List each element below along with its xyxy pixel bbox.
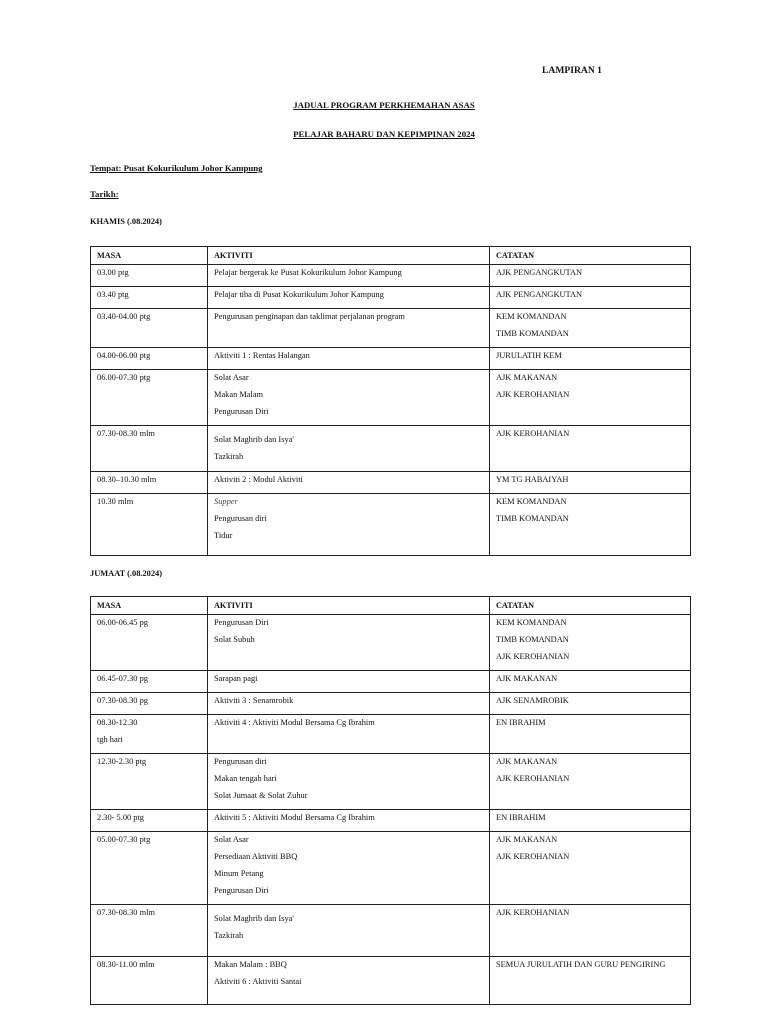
cell-catatan — [490, 615, 691, 671]
table-row — [91, 715, 691, 754]
header-aktiviti: AKTIVITI — [208, 247, 490, 265]
table-row — [91, 348, 691, 370]
catatan-text: AJK MAKANAN — [496, 674, 558, 683]
schedule-table-thursday — [90, 246, 691, 556]
masa-text: 08.30–10.30 mlm — [97, 475, 157, 484]
aktiviti-text: Solat Jumaat & Solat Zuhur — [214, 791, 308, 800]
aktiviti-text: Solat Subuh — [214, 635, 255, 644]
catatan-text: AJK KEROHANIAN — [496, 652, 570, 661]
catatan-text: AJK KEROHANIAN — [496, 429, 570, 438]
masa-text: 10.30 mlm — [97, 497, 134, 506]
cell-aktiviti — [208, 348, 490, 370]
document-subtitle: PELAJAR BAHARU DAN KEPIMPINAN 2024 — [293, 129, 475, 139]
table-row — [91, 957, 691, 1005]
aktiviti-text: Pengurusan diri — [214, 514, 267, 523]
cell-catatan — [490, 265, 691, 287]
cell-catatan — [490, 832, 691, 905]
cell-aktiviti — [208, 957, 490, 1005]
cell-catatan — [490, 905, 691, 957]
header-masa: MASA — [91, 247, 208, 265]
header-aktiviti: AKTIVITI — [208, 597, 490, 615]
aktiviti-text: Solat Maghrib dan Isya' — [214, 914, 294, 923]
cell-masa — [91, 693, 208, 715]
cell-masa — [91, 265, 208, 287]
table-row — [91, 472, 691, 494]
masa-text: 03.40 ptg — [97, 290, 129, 299]
aktiviti-text: Pengurusan diri — [214, 757, 267, 766]
cell-catatan — [490, 957, 691, 1005]
cell-aktiviti — [208, 426, 490, 472]
cell-masa — [91, 810, 208, 832]
masa-text: 07.30-08.30 mlm — [97, 429, 155, 438]
cell-catatan — [490, 287, 691, 309]
aktiviti-text: Pengurusan penginapan dan taklimat perjalanan program — [214, 312, 405, 321]
aktiviti-text: Minum Petang — [214, 869, 264, 878]
cell-masa — [91, 309, 208, 348]
cell-catatan — [490, 810, 691, 832]
cell-aktiviti — [208, 693, 490, 715]
masa-text: 03.00 ptg — [97, 268, 129, 277]
masa-text: 06.00-07.30 ptg — [97, 373, 151, 382]
masa-text: 06.45-07.30 pg — [97, 674, 148, 683]
aktiviti-text: Tazkirah — [214, 452, 244, 461]
appendix-label: LAMPIRAN 1 — [542, 65, 602, 76]
catatan-text: TIMB KOMANDAN — [496, 514, 569, 523]
cell-aktiviti — [208, 671, 490, 693]
aktiviti-text: Sarapan pagi — [214, 674, 258, 683]
table-row — [91, 287, 691, 309]
catatan-text: YM TG HABAIYAH — [496, 475, 569, 484]
catatan-text: EN IBRAHIM — [496, 718, 546, 727]
table-row — [91, 832, 691, 905]
catatan-text: TIMB KOMANDAN — [496, 329, 569, 338]
aktiviti-text: Solat Maghrib dan Isya' — [214, 435, 294, 444]
cell-masa — [91, 426, 208, 472]
catatan-text: SEMUA JURULATIH DAN GURU PENGIRING — [496, 960, 666, 969]
aktiviti-text: Solat Asar — [214, 373, 249, 382]
cell-catatan — [490, 715, 691, 754]
cell-catatan — [490, 494, 691, 556]
header-catatan: CATATAN — [490, 597, 691, 615]
masa-text: 08.30-11.00 mlm — [97, 960, 155, 969]
masa-text: 06.00-06.45 pg — [97, 618, 148, 627]
cell-catatan — [490, 754, 691, 810]
masa-text: 07.30-08.30 mlm — [97, 908, 155, 917]
aktiviti-text: Persediaan Aktiviti BBQ — [214, 852, 298, 861]
table-row — [91, 426, 691, 472]
table-header-row — [91, 247, 691, 265]
table-row — [91, 494, 691, 556]
catatan-text: AJK KEROHANIAN — [496, 390, 570, 399]
catatan-text: JURULATIH KEM — [496, 351, 562, 360]
masa-text: 08.30-12.30 — [97, 718, 138, 727]
table-row — [91, 309, 691, 348]
masa-text: 2.30- 5.00 ptg — [97, 813, 144, 822]
cell-aktiviti — [208, 287, 490, 309]
aktiviti-text: Aktiviti 2 : Modul Aktiviti — [214, 475, 303, 484]
cell-catatan — [490, 348, 691, 370]
cell-masa — [91, 754, 208, 810]
catatan-text: TIMB KOMANDAN — [496, 635, 569, 644]
masa-text: 07.30-08.30 pg — [97, 696, 148, 705]
cell-masa — [91, 472, 208, 494]
cell-masa — [91, 494, 208, 556]
aktiviti-text: Aktiviti 4 : Aktiviti Modul Bersama Cg Ibrahim — [214, 718, 375, 727]
cell-aktiviti — [208, 810, 490, 832]
aktiviti-text: Supper — [214, 497, 238, 506]
aktiviti-text: Makan Malam — [214, 390, 264, 399]
cell-aktiviti — [208, 494, 490, 556]
cell-masa — [91, 905, 208, 957]
cell-catatan — [490, 370, 691, 426]
aktiviti-text: Makan tengah hari — [214, 774, 277, 783]
catatan-text: KEM KOMANDAN — [496, 312, 567, 321]
catatan-text: AJK KEROHANIAN — [496, 852, 570, 861]
catatan-text: AJK KEROHANIAN — [496, 908, 570, 917]
cell-aktiviti — [208, 370, 490, 426]
cell-masa — [91, 832, 208, 905]
aktiviti-text: Pelajar tiba di Pusat Kokurikulum Johor Kampung — [214, 290, 384, 299]
cell-aktiviti — [208, 309, 490, 348]
cell-catatan — [490, 671, 691, 693]
aktiviti-text: Pelajar bergerak ke Pusat Kokurikulum Johor Kampung — [214, 268, 402, 277]
cell-masa — [91, 671, 208, 693]
cell-aktiviti — [208, 615, 490, 671]
cell-aktiviti — [208, 754, 490, 810]
day-heading-friday: JUMAAT (.08.2024) — [90, 569, 163, 578]
cell-aktiviti — [208, 265, 490, 287]
aktiviti-text: Aktiviti 1 : Rentas Halangan — [214, 351, 310, 360]
cell-catatan — [490, 472, 691, 494]
masa-text: 03.40-04.00 ptg — [97, 312, 151, 321]
aktiviti-text: Aktiviti 3 : Senamrobik — [214, 696, 294, 705]
cell-masa — [91, 348, 208, 370]
table-row — [91, 754, 691, 810]
masa-text: 12.30-2.30 ptg — [97, 757, 147, 766]
aktiviti-text: Pengurusan Diri — [214, 618, 269, 627]
document-title: JADUAL PROGRAM PERKHEMAHAN ASAS — [293, 100, 475, 110]
catatan-text: AJK PENGANGKUTAN — [496, 268, 583, 277]
catatan-text: AJK MAKANAN — [496, 757, 558, 766]
aktiviti-text: Tazkirah — [214, 931, 244, 940]
catatan-text: AJK MAKANAN — [496, 373, 558, 382]
table-row — [91, 265, 691, 287]
table-row — [91, 905, 691, 957]
aktiviti-text: Pengurusan Diri — [214, 886, 269, 895]
schedule-table-friday — [90, 596, 691, 1005]
cell-masa — [91, 370, 208, 426]
cell-masa — [91, 957, 208, 1005]
aktiviti-text: Tidur — [214, 531, 233, 540]
table-row — [91, 370, 691, 426]
table-row — [91, 810, 691, 832]
aktiviti-text: Solat Asar — [214, 835, 249, 844]
catatan-text: KEM KOMANDAN — [496, 618, 567, 627]
masa-text: 05.00-07.30 ptg — [97, 835, 151, 844]
header-catatan: CATATAN — [490, 247, 691, 265]
venue-label: Tempat: Pusat Kokurikulum Johor Kampung — [90, 163, 263, 173]
masa-text: 04.00-06.00 ptg — [97, 351, 151, 360]
date-label: Tarikh: — [90, 189, 119, 199]
cell-catatan — [490, 309, 691, 348]
aktiviti-text: Pengurusan Diri — [214, 407, 269, 416]
catatan-text: KEM KOMANDAN — [496, 497, 567, 506]
catatan-text: AJK PENGANGKUTAN — [496, 290, 583, 299]
cell-aktiviti — [208, 905, 490, 957]
aktiviti-text: Aktiviti 6 : Aktiviti Santai — [214, 977, 302, 986]
masa-text: tgh hari — [97, 735, 123, 744]
cell-aktiviti — [208, 832, 490, 905]
catatan-text: AJK KEROHANIAN — [496, 774, 570, 783]
table-header-row — [91, 597, 691, 615]
cell-masa — [91, 287, 208, 309]
cell-masa — [91, 715, 208, 754]
aktiviti-text: Makan Malam : BBQ — [214, 960, 287, 969]
cell-catatan — [490, 693, 691, 715]
cell-aktiviti — [208, 472, 490, 494]
cell-catatan — [490, 426, 691, 472]
catatan-text: AJK SENAMROBIK — [496, 696, 569, 705]
day-heading-thursday: KHAMIS (.08.2024) — [90, 217, 162, 226]
cell-masa — [91, 615, 208, 671]
catatan-text: AJK MAKANAN — [496, 835, 558, 844]
table-row — [91, 615, 691, 671]
aktiviti-text: Aktiviti 5 : Aktiviti Modul Bersama Cg Ibrahim — [214, 813, 375, 822]
table-row — [91, 693, 691, 715]
table-row — [91, 671, 691, 693]
catatan-text: EN IBRAHIM — [496, 813, 546, 822]
cell-aktiviti — [208, 715, 490, 754]
header-masa: MASA — [91, 597, 208, 615]
